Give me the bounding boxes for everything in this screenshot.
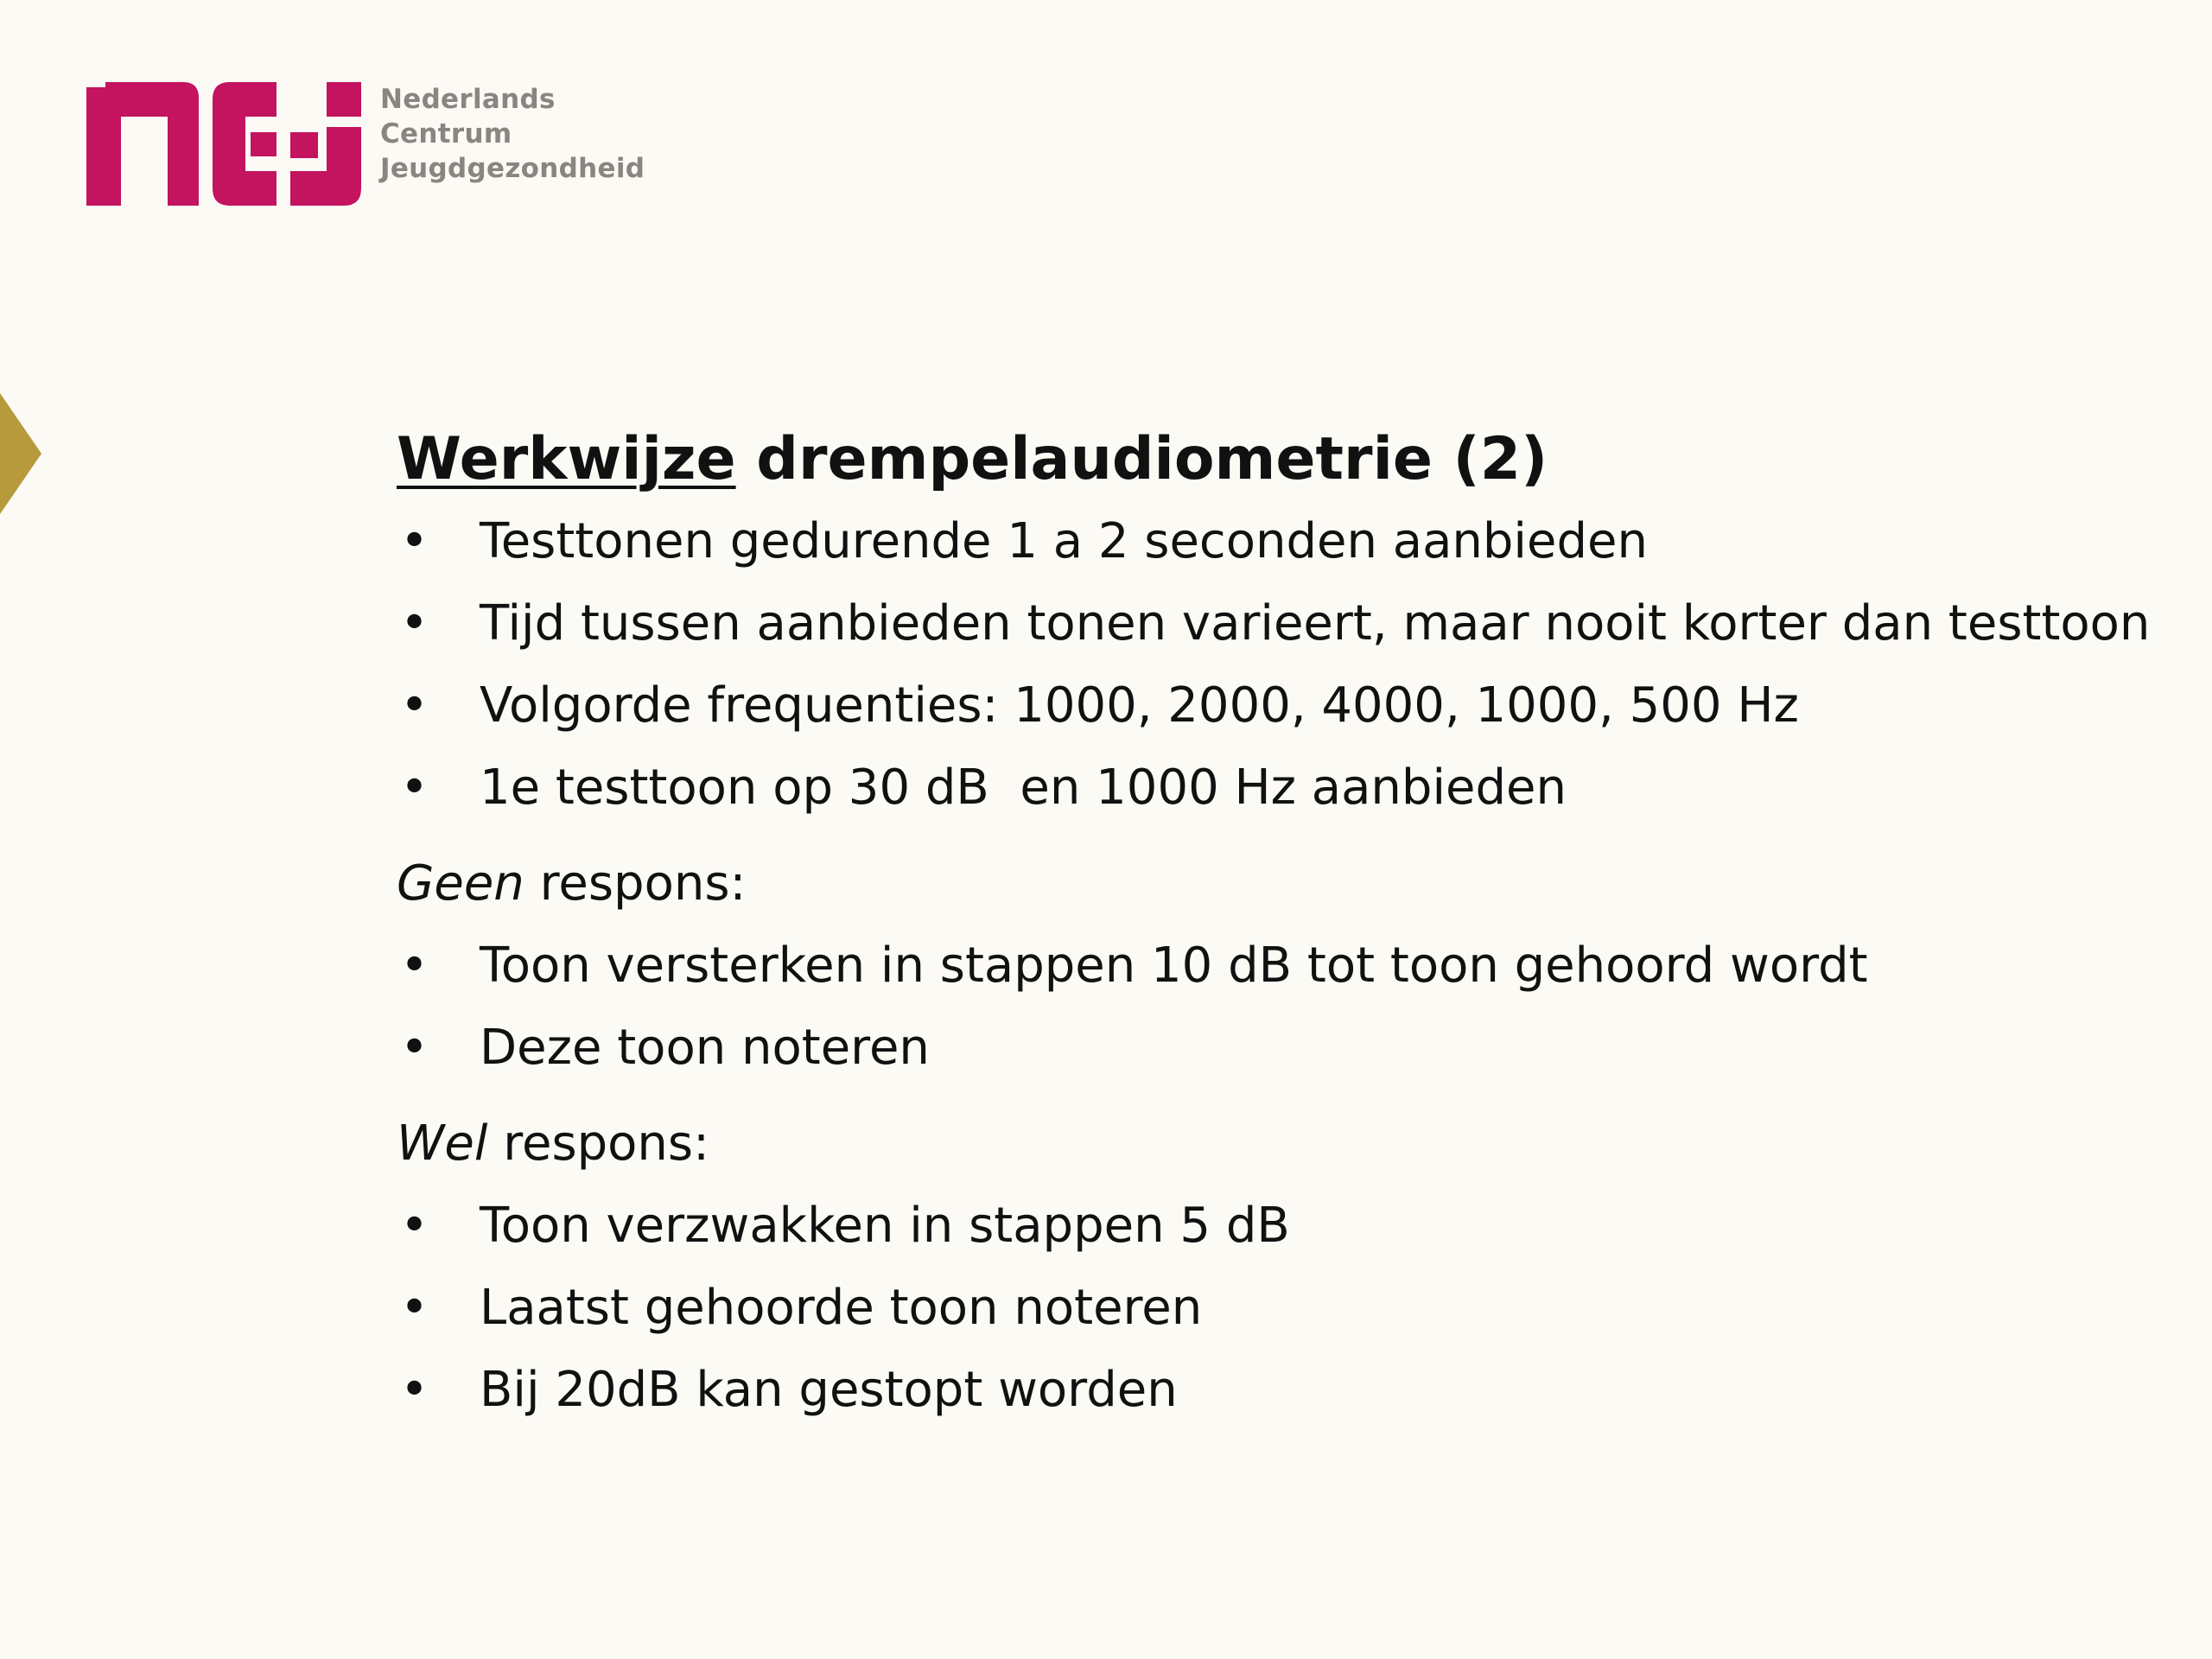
bullet-icon: •: [400, 938, 429, 994]
wel-bullet-list: [397, 1185, 2168, 1431]
list-item-text: Toon verzwakken in stappen 5 dB: [480, 1198, 1290, 1254]
list-item-text: 1e testtoon op 30 dB en 1000 Hz aanbieden: [480, 760, 1567, 816]
list-item-text: Bij 20dB kan gestopt worden: [480, 1362, 1178, 1418]
bullet-icon: •: [400, 760, 429, 816]
logo-line-1: Nederlands: [380, 84, 556, 115]
section-emph: Geen: [397, 855, 524, 912]
section-emph: Wel: [397, 1116, 488, 1172]
section-heading-geen: [397, 842, 2168, 925]
list-item-text: Laatst gehoorde toon noteren: [480, 1280, 1203, 1336]
chevron-right-icon: [0, 393, 43, 514]
list-item: [397, 925, 2168, 1007]
list-item-text: Deze toon noteren: [480, 1020, 930, 1076]
section-rest: respons:: [524, 855, 747, 912]
bullet-icon: •: [400, 1020, 429, 1076]
list-item-text: Tijd tussen aanbieden tonen varieert, maar nooit korter dan testtoon: [480, 595, 2151, 652]
logo-line-3: Jeugdgezondheid: [380, 153, 645, 184]
list-item: [397, 1185, 2168, 1267]
list-item: [397, 582, 2168, 664]
list-item: [397, 1007, 2168, 1089]
list-item-text: Testtonen gedurende 1 a 2 seconden aanbieden: [480, 513, 1648, 569]
list-item: [397, 500, 2168, 582]
bullet-icon: •: [400, 1362, 429, 1418]
ncj-logo-mark: [86, 82, 361, 206]
list-item-text: Toon versterken in stappen 10 dB tot toon gehoord wordt: [480, 938, 1868, 994]
section-rest: respons:: [487, 1116, 709, 1172]
ncj-logo: [86, 82, 645, 206]
bullet-icon: •: [400, 1198, 429, 1254]
title-rest: drempelaudiometrie (2): [735, 425, 1548, 493]
title-underlined-word: Werkwijze: [397, 425, 736, 493]
list-item: [397, 747, 2168, 829]
slide-content: [397, 419, 2168, 1431]
list-item: [397, 1267, 2168, 1349]
logo-line-2: Centrum: [380, 118, 512, 149]
bullet-icon: •: [400, 595, 429, 652]
section-heading-wel: [397, 1103, 2168, 1185]
geen-bullet-list: [397, 925, 2168, 1089]
bullet-icon: •: [400, 1280, 429, 1336]
slide-title: [397, 419, 2168, 500]
list-item: [397, 664, 2168, 747]
list-item: [397, 1349, 2168, 1431]
bullet-icon: •: [400, 677, 429, 734]
list-item-text: Volgorde frequenties: 1000, 2000, 4000, 1000, 500 Hz: [480, 677, 1799, 734]
logo-text: [380, 82, 645, 186]
bullet-icon: •: [400, 513, 429, 569]
intro-bullet-list: [397, 500, 2168, 829]
